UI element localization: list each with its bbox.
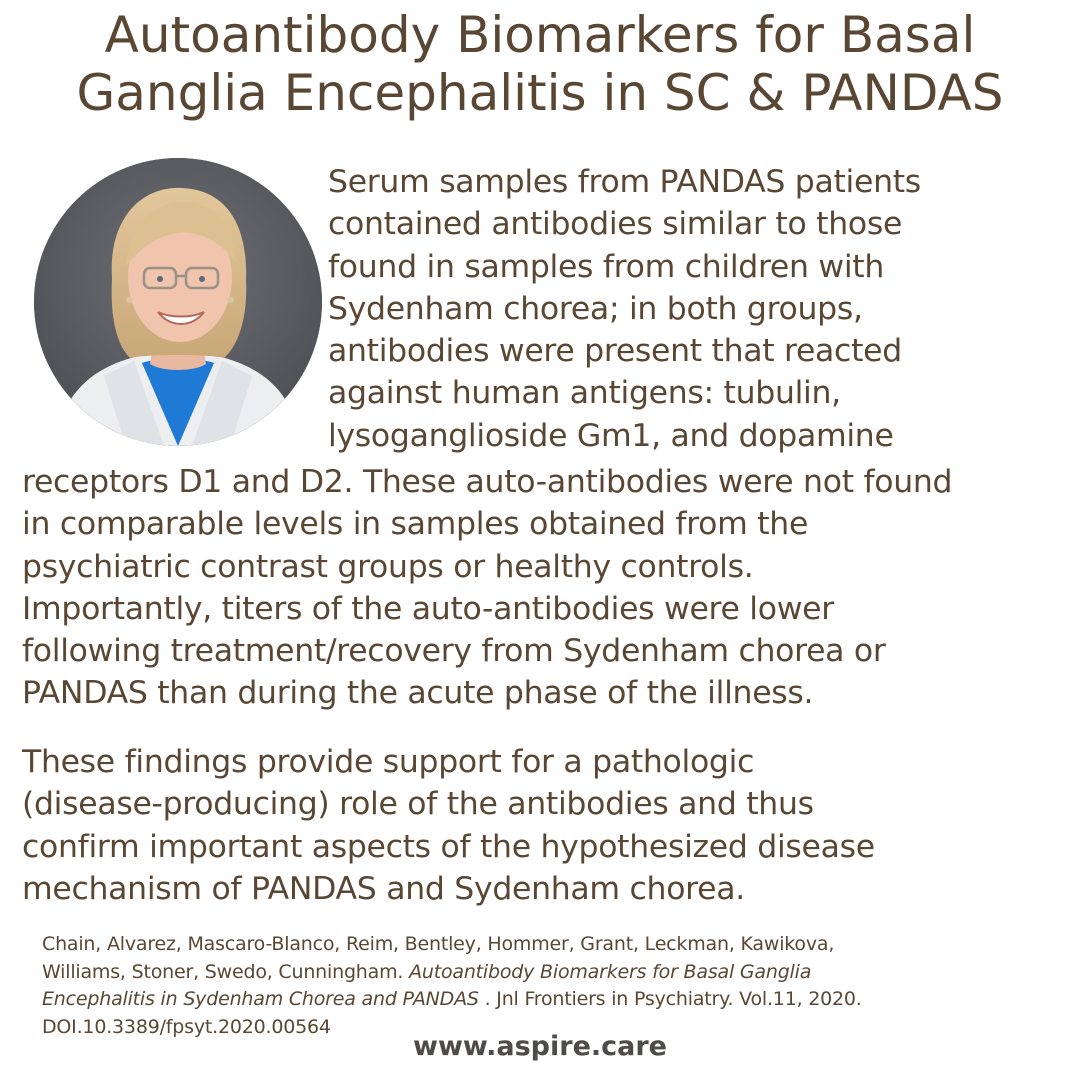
portrait-photo-icon [34,158,322,446]
text-line: contained antibodies similar to those [328,206,903,243]
text-line: PANDAS than during the acute phase of the illness. [22,675,814,712]
portrait-photo [34,158,322,446]
text-line: antibodies were present that reacted [328,333,902,370]
title-line: Autoantibody Biomarkers for Basal [104,6,976,64]
text-line: Serum samples from PANDAS patients [328,164,921,200]
text-line: lysoganglioside Gm1, and dopamine [328,417,894,454]
text-line: Sydenham chorea; in both groups, [328,290,863,327]
citation-line: Chain, Alvarez, Mascaro-Blanco, Reim, Bentley, Hommer, Grant, Leckman, Kawikova, [42,933,835,955]
text-line: found in samples from children with [328,248,885,285]
citation-line [42,986,862,1014]
citation-title: Encephalitis in Sydenham Chorea and PANDAS [42,988,479,1010]
text-line: in comparable levels in samples obtained from the [22,506,809,543]
citation-title: Autoantibody Biomarkers for Basal Ganglia [409,960,812,983]
website-link[interactable]: www.aspire.care [413,1031,667,1062]
citation-doi: DOI.10.3389/fpsyt.2020.00564 [42,1015,331,1038]
text-line: confirm important aspects of the hypothesized disease [22,828,875,865]
text-line: mechanism of PANDAS and Sydenham chorea. [22,870,745,907]
text-line: Importantly, titers of the auto-antibodies were lower [22,590,834,627]
text-line: These findings provide support for a pathologic [22,744,755,780]
citation [42,931,862,1041]
paragraph-1-wrapped [328,161,921,457]
paragraph-2 [22,741,875,910]
text-line: (disease-producing) role of the antibodies and thus [22,786,814,823]
citation-journal: . Jnl Frontiers in Psychiatry. Vol.11, 2020. [478,988,862,1010]
text-line: receptors D1 and D2. These auto-antibodies were not found [22,464,953,500]
citation-line [42,959,862,987]
title-line: Ganglia Encephalitis in SC & PANDAS [76,64,1004,122]
text-line: psychiatric contrast groups or healthy controls. [22,548,754,585]
page-title [0,6,1080,122]
text-line: against human antigens: tubulin, [328,375,841,412]
paragraph-1-continued [22,461,952,715]
citation-authors: Williams, Stoner, Swedo, Cunningham. [42,960,410,983]
text-line: following treatment/recovery from Sydenham chorea or [22,633,886,670]
